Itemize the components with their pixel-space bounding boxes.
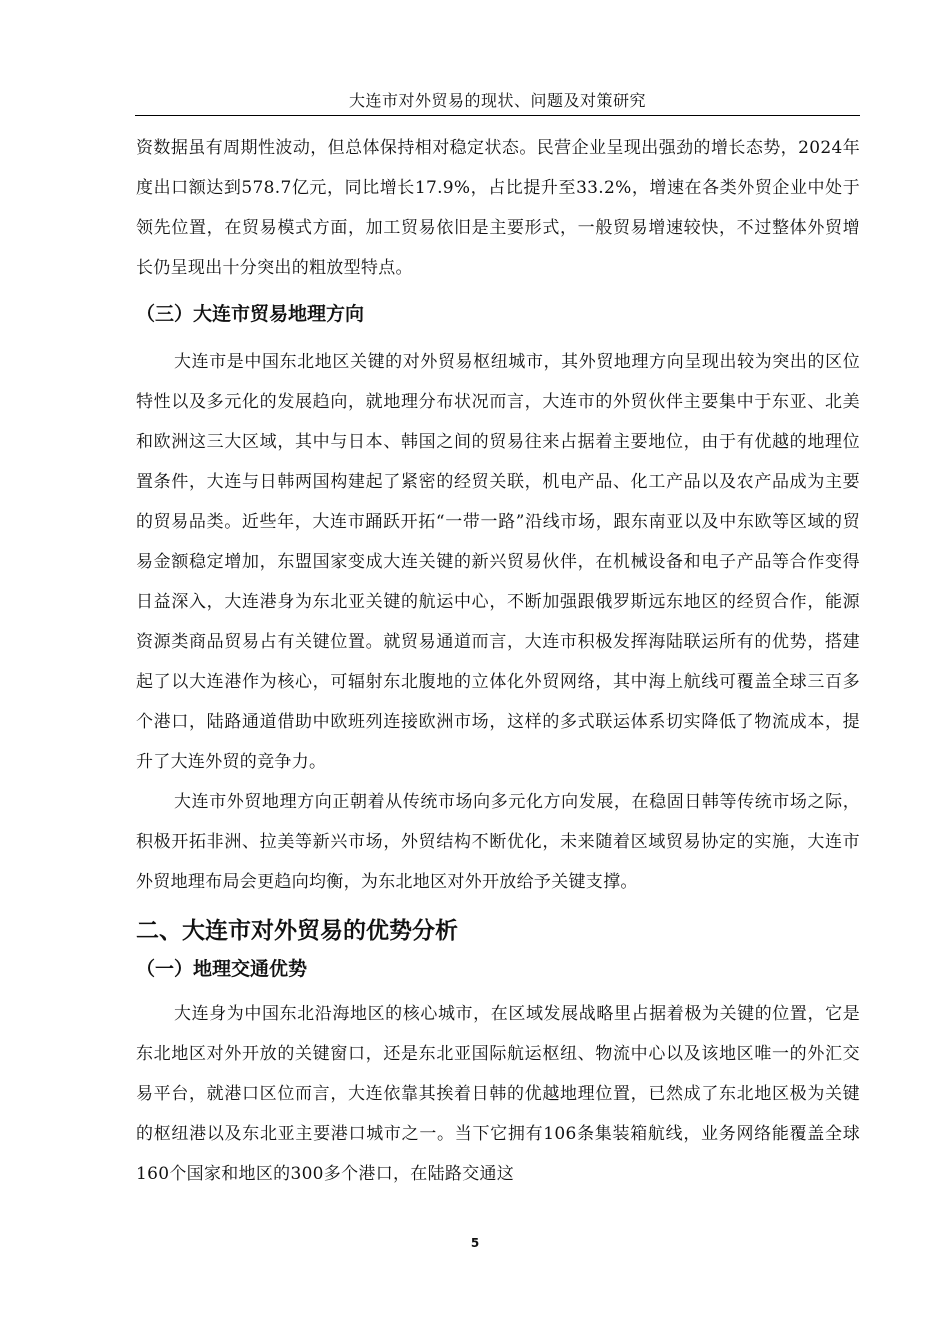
page-number: 5 (470, 1236, 480, 1250)
page-content (136, 128, 860, 1194)
paragraph-continuation: 资数据虽有周期性波动，但总体保持相对稳定状态。民营企业呈现出强劲的增长态势，2024年度出口额达到578.7亿元，同比增长17.9%，占比提升至33.2%，增速在各类外贸企业中处于领先位置，在贸易模式方面，加工贸易依旧是主要形式，一般贸易增速较快，不过整体外贸增长仍呈现出十分突出的粗放型特点。 (136, 138, 860, 278)
running-header-title: 大连市对外贸易的现状、问题及对策研究 (348, 91, 646, 110)
chapter-heading-advantages: 二、大连市对外贸易的优势分析 (136, 918, 458, 944)
paragraph-geo-transport-1: 大连身为中国东北沿海地区的核心城市，在区域发展战略里占据着极为关键的位置，它是东北地区对外开放的关键窗口，还是东北亚国际航运枢纽、物流中心以及该地区唯一的外汇交易平台，就港口区位而言，大连依靠其挨着日韩的优越地理位置，已然成了东北地区极为关键的枢纽港以及东北亚主要港口城市之一。当下它拥有106条集装箱航线，业务网络能覆盖全球160个国家和地区的300多个港口，在陆路交通这 (136, 1004, 860, 1184)
header-divider (135, 115, 860, 116)
section-heading-geo-transport: （一）地理交通优势 (136, 958, 308, 980)
paragraph-trade-geography-2: 大连市外贸地理方向正朝着从传统市场向多元化方向发展，在稳固日韩等传统市场之际，积极开拓非洲、拉美等新兴市场，外贸结构不断优化，未来随着区域贸易协定的实施，大连市外贸地理布局会更趋向均衡，为东北地区对外开放给予关键支撑。 (136, 792, 860, 892)
section-heading-trade-geography: （三）大连市贸易地理方向 (136, 303, 365, 325)
paragraph-trade-geography-1: 大连市是中国东北地区关键的对外贸易枢纽城市，其外贸地理方向呈现出较为突出的区位特性以及多元化的发展趋向，就地理分布状况而言，大连市的外贸伙伴主要集中于东亚、北美和欧洲这三大区域，其中与日本、韩国之间的贸易往来占据着主要地位，由于有优越的地理位置条件，大连与日韩两国构建起了紧密的经贸关联，机电产品、化工产品以及农产品成为主要的贸易品类。近些年，大连市踊跃开拓“一带一路”沿线市场，跟东南亚以及中东欧等区域的贸易金额稳定增加，东盟国家变成大连关键的新兴贸易伙伴，在机械设备和电子产品等合作变得日益深入，大连港身为东北亚关键的航运中心，不断加强跟俄罗斯远东地区的经贸合作，能源资源类商品贸易占有关键位置。就贸易通道而言，大连市积极发挥海陆联运所有的优势，搭建起了以大连港作为核心，可辐射东北腹地的立体化外贸网络，其中海上航线可覆盖全球三百多个港口，陆路通道借助中欧班列连接欧洲市场，这样的多式联运体系切实降低了物流成本，提升了大连外贸的竞争力。 (136, 352, 860, 772)
